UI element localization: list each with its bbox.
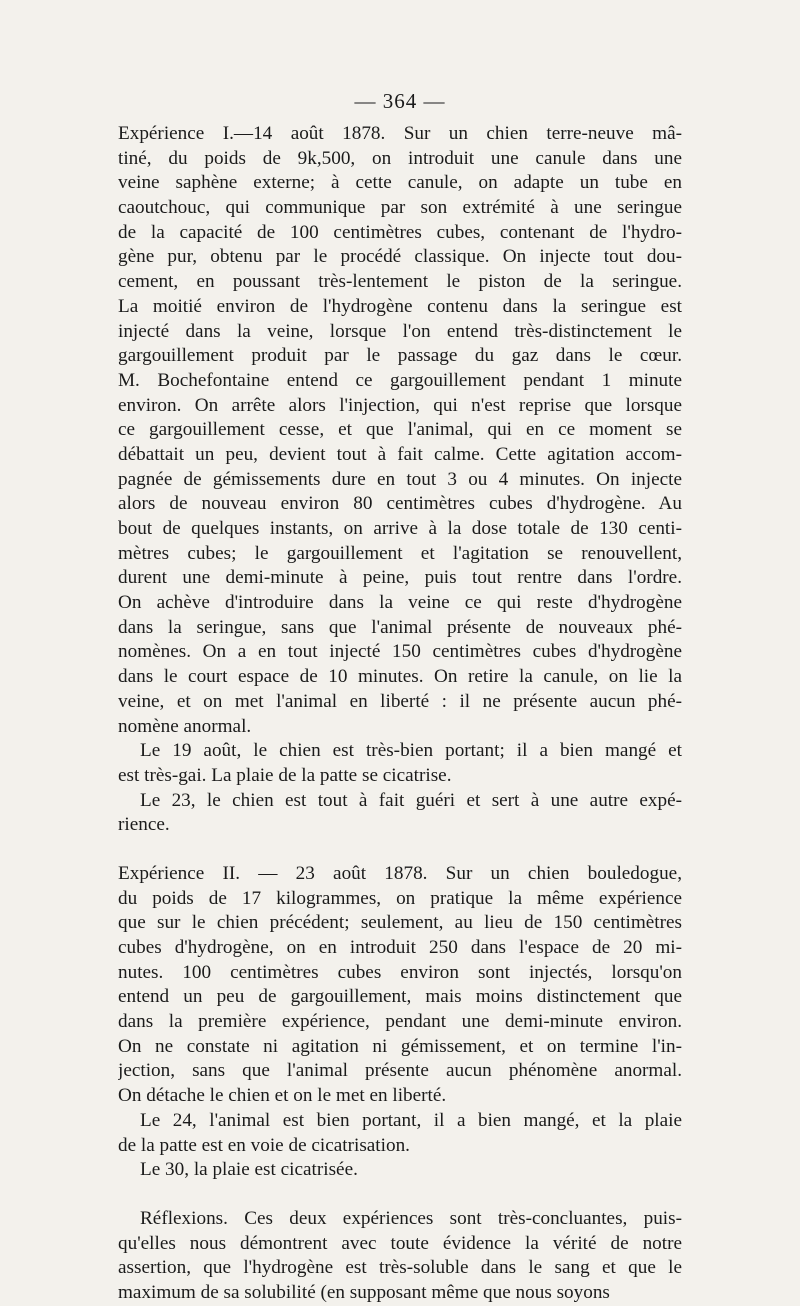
text-line: que sur le chien précédent; seulement, au lieu de 150 centimètres — [118, 912, 682, 934]
text-line: Le 19 août, le chien est très-bien portant; il a bien mangé et — [140, 740, 682, 762]
text-line: ce gargouillement cesse, et que l'animal, qui en ce moment se — [118, 419, 682, 441]
text-line: nomène anormal. — [118, 715, 252, 737]
text-line: tiné, du poids de 9k,500, on introduit une canule dans une — [118, 147, 682, 169]
text-line: de la capacité de 100 centimètres cubes, contenant de l'hydro- — [118, 221, 682, 243]
paragraph-le-23 — [118, 789, 682, 838]
book-page — [118, 88, 682, 1306]
text-line: Le 24, l'animal est bien portant, il a bien mangé, et la plaie — [140, 1109, 682, 1131]
text-line: débattait un peu, devient tout à fait calme. Cette agitation accom- — [118, 443, 682, 465]
text-line: cubes d'hydrogène, on en introduit 250 dans l'espace de 20 mi- — [118, 937, 682, 958]
text-line: Expérience II. — 23 août 1878. Sur un chien bouledogue, — [118, 862, 682, 884]
text-line: pagnée de gémissements dure en tout 3 ou 4 minutes. On injecte — [118, 468, 682, 490]
paragraph-le-19 — [118, 739, 682, 788]
section-gap — [118, 1183, 682, 1207]
text-line: environ. On arrête alors l'injection, qui n'est reprise que lorsque — [118, 394, 682, 416]
text-line: mètres cubes; le gargouillement et l'agitation se renouvellent, — [118, 542, 682, 564]
paragraph-le-30 — [118, 1158, 682, 1183]
text-line: assertion, que l'hydrogène est très-soluble dans le sang et que le — [118, 1257, 682, 1279]
text-line: Réflexions. Ces deux expériences sont très-concluantes, puis- — [140, 1207, 682, 1229]
text-line: durent une demi-minute à peine, puis tout rentre dans l'ordre. — [118, 567, 682, 589]
text-line: nutes. 100 centimètres cubes environ sont injectés, lorsqu'on — [118, 961, 682, 983]
text-line: de la patte est en voie de cicatrisation. — [118, 1134, 410, 1156]
paragraph-le-24 — [118, 1109, 682, 1158]
text-line: On ne constate ni agitation ni gémissement, et on termine l'in- — [118, 1035, 682, 1057]
text-line: Le 23, le chien est tout à fait guéri et sert à une autre expé- — [140, 789, 682, 811]
text-line: cement, en poussant très-lentement le piston de la seringue. — [118, 271, 682, 293]
text-line: gargouillement produit par le passage du gaz dans le cœur. — [118, 345, 682, 367]
text-line: est très-gai. La plaie de la patte se cicatrise. — [118, 764, 452, 786]
text-line: On détache le chien et on le met en liberté. — [118, 1085, 447, 1107]
paragraph-experience-1 — [118, 122, 682, 739]
paragraph-reflexions — [118, 1207, 682, 1306]
text-line: Le 30, la plaie est cicatrisée. — [140, 1159, 358, 1181]
page-number: — 364 — — [354, 89, 446, 113]
section-gap — [118, 838, 682, 862]
text-line: dans la première expérience, pendant une demi-minute environ. — [118, 1011, 682, 1033]
text-line: du poids de 17 kilogrammes, on pratique la même expérience — [118, 887, 682, 909]
text-line: entend un peu de gargouillement, mais moins distinctement que — [118, 986, 682, 1008]
text-line: gène pur, obtenu par le procédé classique. On injecte tout dou- — [118, 246, 682, 268]
text-line: maximum de sa solubilité (en supposant même que nous soyons — [118, 1281, 610, 1303]
text-line: dans la seringue, sans que l'animal présente de nouveaux phé- — [118, 616, 682, 638]
text-line: caoutchouc, qui communique par son extrémité à une seringue — [118, 197, 682, 219]
text-line: jection, sans que l'animal présente aucun phénomène anormal. — [118, 1060, 682, 1082]
text-line: On achève d'introduire dans la veine ce qui reste d'hydrogène — [118, 592, 682, 614]
text-line: nomènes. On a en tout injecté 150 centimètres cubes d'hydrogène — [118, 641, 682, 663]
text-line: rience. — [118, 814, 170, 836]
text-line: bout de quelques instants, on arrive à la dose totale de 130 centi- — [118, 518, 682, 539]
text-line: veine saphène externe; à cette canule, on adapte un tube en — [118, 172, 682, 194]
text-line: alors de nouveau environ 80 centimètres cubes d'hydrogène. Au — [118, 493, 682, 515]
text-line: M. Bochefontaine entend ce gargouillement pendant 1 minute — [118, 369, 682, 391]
paragraph-experience-2 — [118, 862, 682, 1109]
text-line: injecté dans la veine, lorsque l'on entend très-distinctement le — [118, 320, 682, 342]
text-line: veine, et on met l'animal en liberté : il ne présente aucun phé- — [118, 690, 682, 712]
text-line: qu'elles nous démontrent avec toute évidence la vérité de notre — [118, 1232, 682, 1254]
text-line: dans le court espace de 10 minutes. On retire la canule, on lie la — [118, 666, 682, 688]
text-line: La moitié environ de l'hydrogène contenu dans la seringue est — [118, 295, 682, 317]
text-line: Expérience I.—14 août 1878. Sur un chien terre-neuve mâ- — [118, 123, 682, 144]
